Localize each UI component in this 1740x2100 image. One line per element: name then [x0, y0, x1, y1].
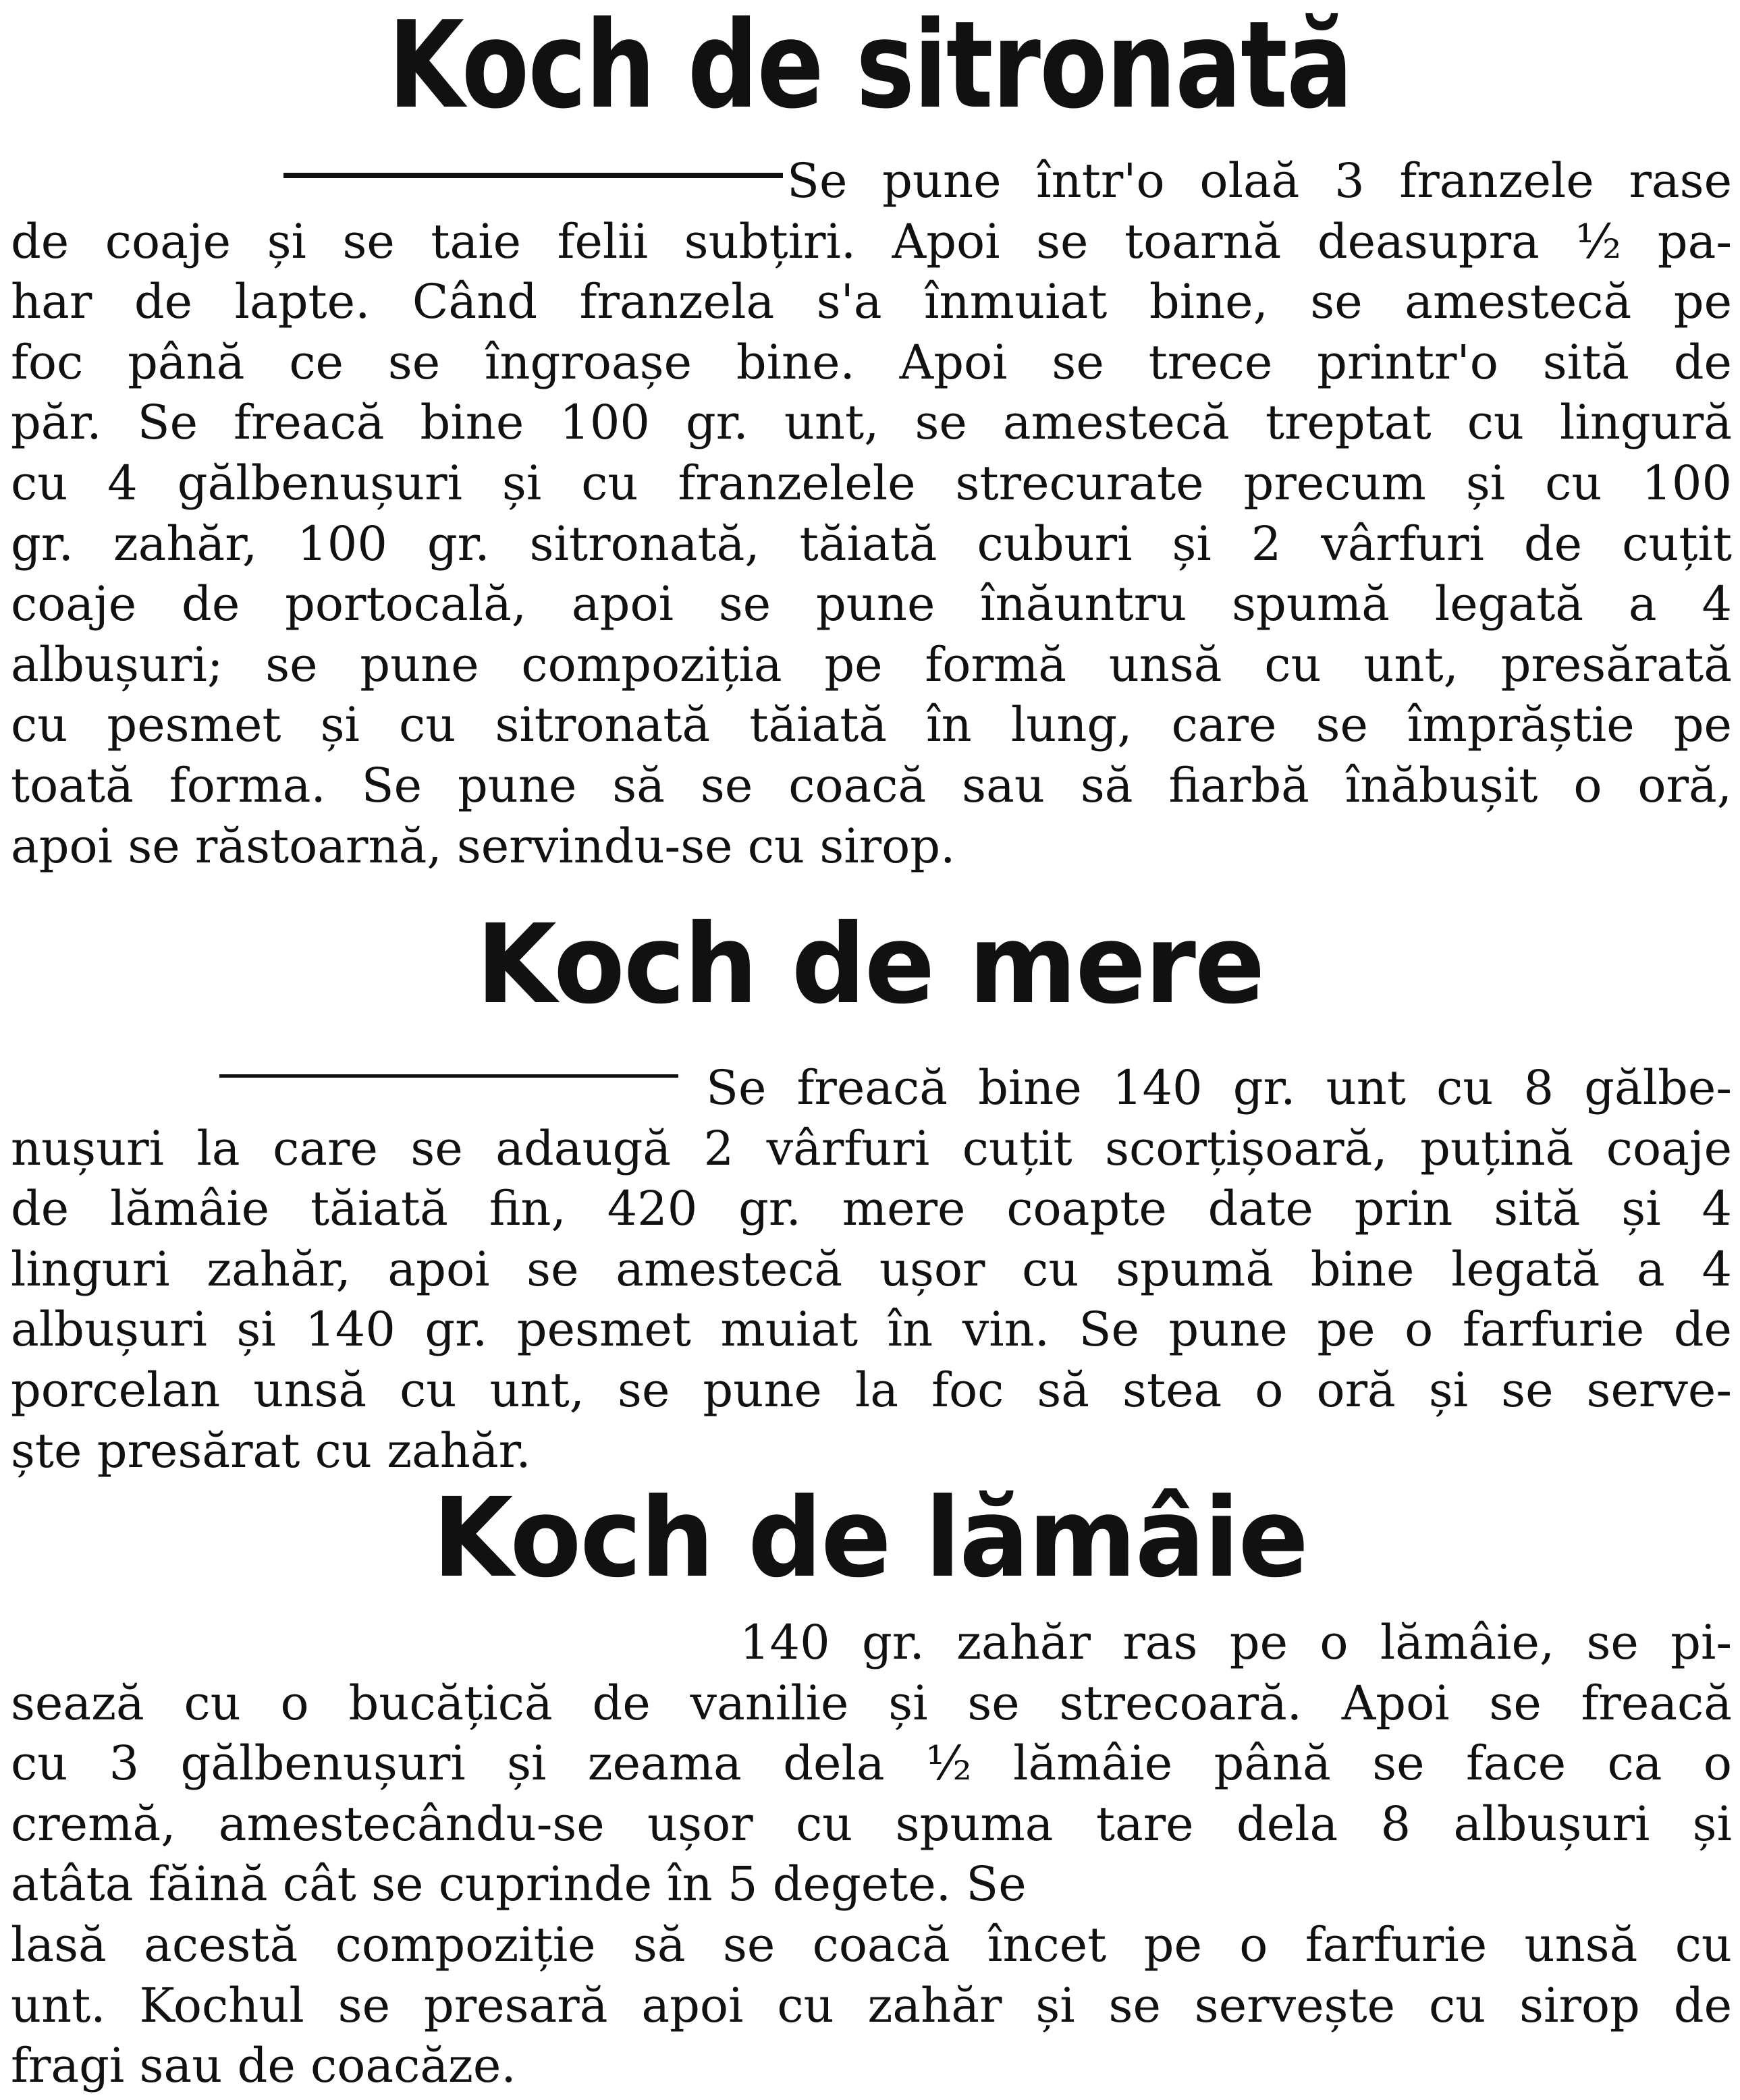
recipe-line: Se freacă bine 140 gr. unt cu 8 gălbe- — [706, 1060, 1732, 1115]
recipe-line: gr. zahăr, 100 gr. sitronată, tăiată cuburi și 2 vârfuri de cuțit — [11, 516, 1732, 572]
recipe-line: sează cu o bucățică de vanilie și se strecoară. Apoi se freacă — [11, 1675, 1732, 1731]
recipe-line: de lămâie tăiată fin, 420 gr. mere coapte date prin sită și 4 — [11, 1181, 1732, 1237]
recipe-line: cu pesmet și cu sitronată tăiată în lung, care se împrăștie pe — [11, 697, 1732, 753]
recipe-line: linguri zahăr, apoi se amestecă ușor cu spumă bine legată a 4 — [11, 1241, 1732, 1297]
recipe-line: nușuri la care se adaugă 2 vârfuri cuțit scorțișoară, puțină coaje — [11, 1120, 1732, 1176]
recipe-line: toată forma. Se pune să se coacă sau să fiarbă înăbușit o oră, — [11, 757, 1732, 813]
recipe-body-lamaie — [11, 1613, 1732, 2097]
recipe-title-lamaie: Koch de lămâie — [432, 1475, 1308, 1602]
recipe-line: ște presărat cu zahăr. — [11, 1422, 531, 1479]
recipe-line: albușuri și 140 gr. pesmet muiat în vin. Se pune pe o farfurie de — [11, 1302, 1732, 1358]
recipe-line: apoi se răstoarnă, servindu-se cu sirop. — [11, 818, 956, 874]
recipe-line: albușuri; se pune compoziția pe formă unsă cu unt, presărată — [11, 636, 1732, 692]
recipe-line: Se pune într'o olaă 3 franzele rase — [787, 153, 1732, 209]
recipe-line: foc până ce se îngroașe bine. Apoi se trece printr'o sită de — [11, 334, 1732, 390]
recipe-line: unt. Kochul se presară apoi cu zahăr și se servește cu sirop de — [11, 1977, 1732, 2033]
recipe-line: porcelan unsă cu unt, se pune la foc să stea o oră și se serve- — [11, 1362, 1732, 1418]
recipe-line: păr. Se freacă bine 100 gr. unt, se amestecă treptat cu lingură — [11, 395, 1732, 451]
recipe-line: cu 4 gălbenușuri și cu franzelele strecurate precum și cu 100 — [11, 455, 1732, 511]
recipe-line: coaje de portocală, apoi se pune înăuntru spumă legată a 4 — [11, 576, 1732, 632]
recipe-body-sitronata — [11, 151, 1732, 877]
recipe-body-mere — [11, 1058, 1732, 1481]
recipe-title-mere: Koch de mere — [476, 902, 1264, 1028]
recipe-line: de coaje și se taie felii subțiri. Apoi se toarnă deasupra ½ pa- — [11, 213, 1732, 269]
recipe-line: lasă acestă compoziție să se coacă încet pe o farfurie unsă cu — [11, 1916, 1732, 1972]
recipe-line: cremă, amestecându-se ușor cu spuma tare dela 8 albușuri și — [11, 1796, 1732, 1852]
recipe-line: 140 gr. zahăr ras pe o lămâie, se pi- — [740, 1615, 1732, 1670]
recipe-line: har de lapte. Când franzela s'a înmuiat bine, se amestecă pe — [11, 274, 1732, 330]
recipe-title-sitronata: Koch de sitronată — [387, 0, 1353, 135]
recipe-line: atâta făină cât se cuprinde în 5 degete. Se — [11, 1856, 1027, 1912]
recipe-line: cu 3 gălbenușuri și zeama dela ½ lămâie până se face ca o — [11, 1736, 1732, 1792]
recipe-line: fragi sau de coacăze. — [11, 2038, 516, 2094]
